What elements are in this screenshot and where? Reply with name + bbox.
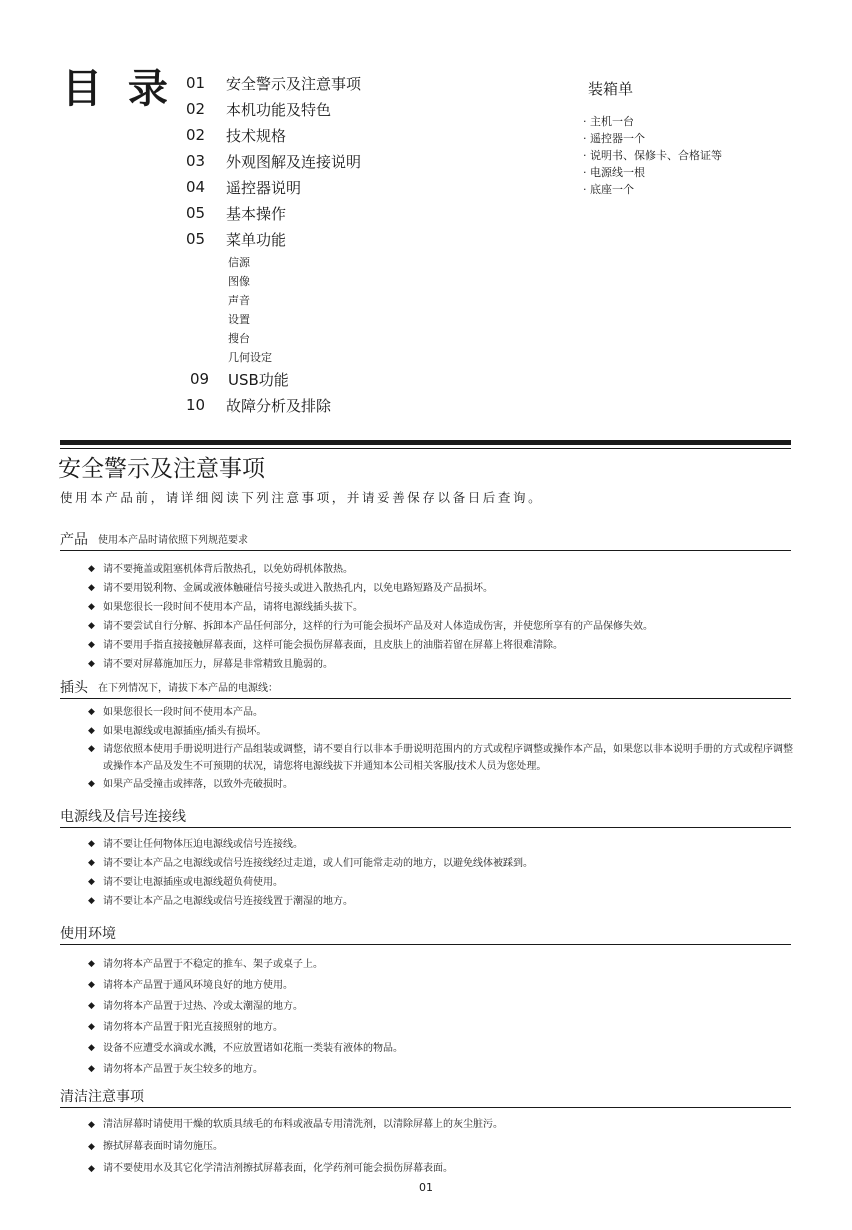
toc-item[interactable] (186, 70, 361, 96)
bullet-list-cables (88, 835, 800, 911)
packing-list-title: 装箱单 (588, 80, 634, 98)
bullet-text: 请将本产品置于通风环境良好的地方使用。 (103, 980, 293, 991)
toc-item[interactable] (186, 366, 361, 392)
toc-item-label: USB功能 (228, 370, 289, 389)
bullet-item (88, 975, 800, 996)
toc-subitem[interactable]: 图像 (228, 274, 250, 288)
page-title: 安全警示及注意事项 (58, 456, 265, 482)
bullet-item (88, 954, 800, 975)
diamond-bullet-icon: ◆ (88, 779, 95, 789)
section-divider-thick (60, 440, 791, 445)
toc-list (186, 70, 361, 418)
toc-subitem[interactable]: 搜台 (228, 331, 250, 345)
section-label: 使用环境 (60, 926, 116, 942)
toc-page-number: 05 (186, 230, 206, 248)
bullet-item (88, 1059, 800, 1080)
bullet-text: 请不要用手指直接接触屏幕表面，这样可能会损伤屏幕表面，且皮肤上的油脂若留在屏幕上将很难清除。 (103, 640, 563, 651)
bullet-item (88, 1114, 800, 1136)
diamond-bullet-icon: ◆ (88, 1022, 95, 1032)
diamond-bullet-icon: ◆ (88, 839, 95, 849)
section-header-environment (60, 920, 791, 945)
bullet-text: 请不要让本产品之电源线或信号连接线置于潮湿的地方。 (103, 896, 353, 907)
diamond-bullet-icon: ◆ (88, 1043, 95, 1053)
bullet-text: 请不要用锐利物、金属或液体触碰信号接头或进入散热孔内，以免电路短路及产品损坏。 (103, 583, 493, 594)
bullet-item (88, 741, 800, 775)
toc-item[interactable] (186, 200, 361, 226)
packing-item: · 电源线一根 (583, 165, 645, 179)
toc-item-label: 本机功能及特色 (226, 100, 332, 119)
bullet-text: 如果电源线或电源插座/插头有损坏。 (103, 726, 267, 737)
toc-subitem[interactable]: 信源 (228, 255, 250, 269)
bullet-item (88, 835, 800, 854)
diamond-bullet-icon: ◆ (88, 707, 95, 717)
section-header-product (60, 528, 791, 551)
packing-list (583, 112, 722, 197)
page-number: 01 (419, 1181, 433, 1194)
toc-page-number: 05 (186, 204, 206, 222)
diamond-bullet-icon: ◆ (88, 583, 95, 593)
bullet-list-environment (88, 954, 800, 1080)
diamond-bullet-icon: ◆ (88, 1064, 95, 1074)
bullet-text: 请勿将本产品置于过热、冷或太潮湿的地方。 (103, 1001, 303, 1012)
bullet-list-product (88, 560, 800, 674)
bullet-item (88, 722, 800, 741)
diamond-bullet-icon: ◆ (88, 621, 95, 631)
section-label: 清洁注意事项 (60, 1089, 144, 1105)
toc-page-number: 01 (186, 74, 206, 92)
bullet-item (88, 873, 800, 892)
section-header-cleaning (60, 1083, 791, 1108)
packing-item: · 主机一台 (583, 114, 634, 128)
bullet-text: 请不要让电源插座或电源线超负荷使用。 (103, 877, 283, 888)
toc-item-label: 安全警示及注意事项 (226, 74, 362, 93)
toc-item-label: 菜单功能 (226, 230, 287, 249)
toc-page-number: 09 (190, 370, 210, 388)
toc-subitem[interactable]: 设置 (228, 312, 250, 326)
diamond-bullet-icon: ◆ (88, 980, 95, 990)
section-note: 在下列情况下，请拔下本产品的电源线： (98, 683, 278, 694)
toc-item[interactable] (186, 226, 361, 252)
bullet-text: 请勿将本产品置于不稳定的推车、架子或桌子上。 (103, 959, 323, 970)
bullet-text: 请不要使用水及其它化学清洁剂擦拭屏幕表面，化学药剂可能会损伤屏幕表面。 (103, 1163, 453, 1174)
bullet-item (88, 655, 800, 674)
bullet-text: 请不要掩盖或阻塞机体背后散热孔，以免妨碍机体散热。 (103, 564, 353, 575)
bullet-item (88, 854, 800, 873)
toc-item-label: 基本操作 (226, 204, 287, 223)
toc-page-number: 02 (186, 126, 206, 144)
section-header-plug (60, 676, 791, 699)
page-subtitle: 使用本产品前，请详细阅读下列注意事项，并请妥善保存以备日后查询。 (60, 490, 544, 505)
diamond-bullet-icon: ◆ (88, 744, 95, 754)
toc-page-number: 03 (186, 152, 206, 170)
toc-item[interactable] (186, 96, 361, 122)
diamond-bullet-icon: ◆ (88, 1001, 95, 1011)
diamond-bullet-icon: ◆ (88, 1164, 95, 1174)
section-header-cables (60, 803, 791, 828)
diamond-bullet-icon: ◆ (88, 726, 95, 736)
bullet-text: 请勿将本产品置于灰尘较多的地方。 (103, 1064, 263, 1075)
diamond-bullet-icon: ◆ (88, 659, 95, 669)
section-label: 电源线及信号连接线 (60, 809, 186, 825)
diamond-bullet-icon: ◆ (88, 858, 95, 868)
toc-item-label: 故障分析及排除 (226, 396, 332, 415)
diamond-bullet-icon: ◆ (88, 640, 95, 650)
toc-item[interactable] (186, 392, 361, 418)
toc-page-number: 04 (186, 178, 206, 196)
toc-subitem[interactable]: 声音 (228, 293, 250, 307)
bullet-item (88, 636, 800, 655)
bullet-item (88, 775, 800, 794)
section-divider-thin (60, 448, 791, 449)
bullet-text: 如果您很长一段时间不使用本产品，请将电源线插头拔下。 (103, 602, 363, 613)
bullet-text: 请您依照本使用手册说明进行产品组装或调整，请不要自行以非本手册说明范围内的方式或程序调整或操作本产品，如果您以非本说明手册的方式或程序调整或操作本产品及发生不可预期的状况，请您将电源线拔下并通知本公司相关客服/技术人员为您处理。 (103, 744, 793, 772)
diamond-bullet-icon: ◆ (88, 564, 95, 574)
bullet-item (88, 1038, 800, 1059)
diamond-bullet-icon: ◆ (88, 877, 95, 887)
diamond-bullet-icon: ◆ (88, 959, 95, 969)
diamond-bullet-icon: ◆ (88, 602, 95, 612)
packing-item: · 说明书、保修卡、合格证等 (583, 148, 722, 162)
bullet-text: 请不要对屏幕施加压力，屏幕是非常精致且脆弱的。 (103, 659, 333, 670)
bullet-text: 请勿将本产品置于阳光直接照射的地方。 (103, 1022, 283, 1033)
bullet-list-cleaning (88, 1114, 800, 1180)
toc-page-number: 02 (186, 100, 206, 118)
bullet-text: 设备不应遭受水滴或水溅，不应放置诸如花瓶一类装有液体的物品。 (103, 1043, 403, 1054)
toc-item[interactable] (186, 174, 361, 200)
toc-item[interactable] (186, 148, 361, 174)
bullet-item (88, 560, 800, 579)
bullet-list-plug (88, 703, 800, 794)
toc-page-number: 10 (186, 396, 206, 414)
bullet-item (88, 703, 800, 722)
toc-item-label: 技术规格 (226, 126, 287, 145)
bullet-text: 清洁屏幕时请使用干燥的软质具绒毛的布料或液晶专用清洗剂，以清除屏幕上的灰尘脏污。 (103, 1119, 503, 1130)
bullet-item (88, 617, 800, 636)
bullet-item (88, 996, 800, 1017)
diamond-bullet-icon: ◆ (88, 1142, 95, 1152)
bullet-text: 如果产品受撞击或摔落，以致外壳破损时。 (103, 779, 293, 790)
diamond-bullet-icon: ◆ (88, 896, 95, 906)
toc-item-label: 外观图解及连接说明 (226, 152, 362, 171)
bullet-text: 请不要让任何物体压迫电源线或信号连接线。 (103, 839, 303, 850)
diamond-bullet-icon: ◆ (88, 1120, 95, 1130)
bullet-text: 请不要让本产品之电源线或信号连接线经过走道，或人们可能常走动的地方，以避免线体被踩到。 (103, 858, 533, 869)
toc-item-label: 遥控器说明 (226, 178, 302, 197)
bullet-item (88, 1136, 800, 1158)
packing-item: · 遥控器一个 (583, 131, 645, 145)
bullet-text: 请不要尝试自行分解、拆卸本产品任何部分，这样的行为可能会损坏产品及对人体造成伤害，并使您所享有的产品保修失效。 (103, 621, 653, 632)
bullet-item (88, 1017, 800, 1038)
bullet-item (88, 892, 800, 911)
section-label: 产品 (60, 532, 88, 548)
bullet-text: 擦拭屏幕表面时请勿施压。 (103, 1141, 223, 1152)
bullet-item (88, 598, 800, 617)
packing-item: · 底座一个 (583, 182, 634, 196)
section-label: 插头 (60, 680, 88, 696)
toc-subitem[interactable]: 几何设定 (228, 350, 272, 364)
toc-item[interactable] (186, 122, 361, 148)
bullet-item (88, 1158, 800, 1180)
toc-title: 目 录 (62, 66, 174, 112)
section-note: 使用本产品时请依照下列规范要求 (98, 535, 248, 546)
bullet-item (88, 579, 800, 598)
bullet-text: 如果您很长一段时间不使用本产品。 (103, 707, 263, 718)
